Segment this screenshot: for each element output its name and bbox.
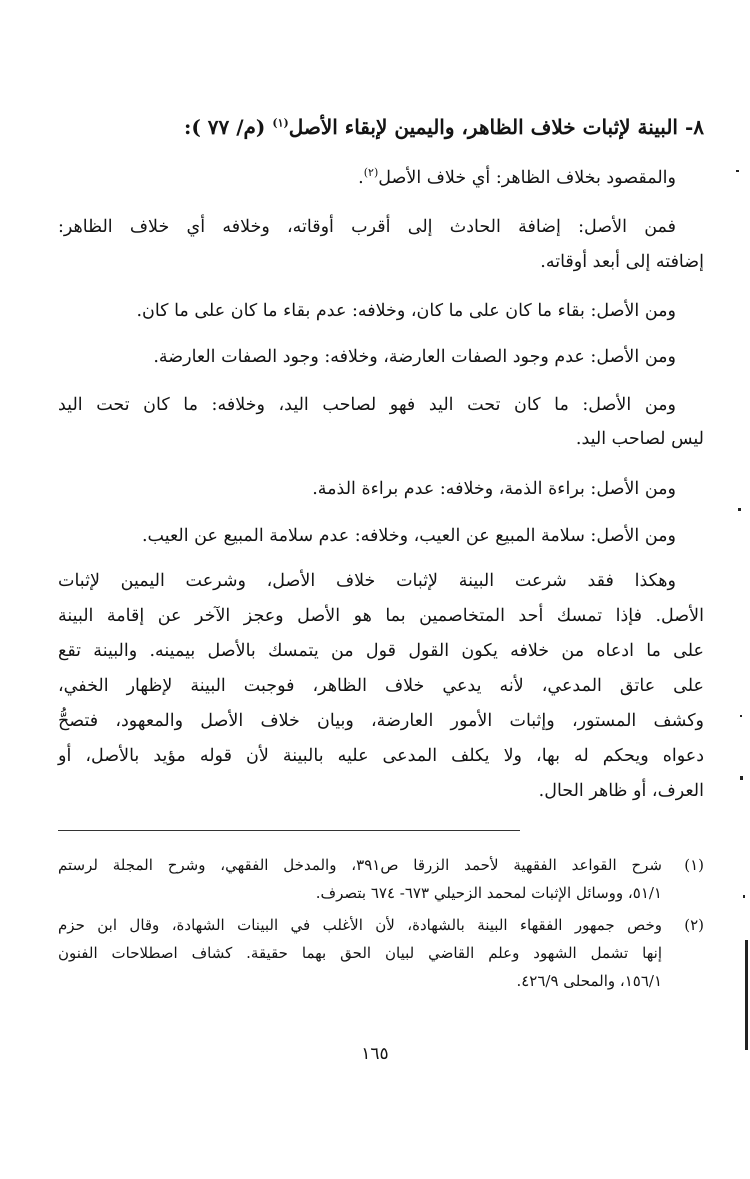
footnote-line: ٥١/١، ووسائل الإثبات لمحمد الزحيلي ٦٧٣- ٦٧٤ بتصرف.	[315, 884, 662, 902]
scan-mark	[736, 170, 739, 172]
footnote-line: ١٥٦/١، والمحلى ٤٢٦/٩.	[516, 972, 662, 990]
scan-mark	[740, 776, 743, 780]
footnote-number: (٢)	[684, 916, 704, 934]
footnote-separator	[58, 830, 520, 831]
paragraph-line: والمقصود بخلاف الظاهر: أي خلاف الأصل$^{(٢)}$.	[358, 166, 676, 188]
paragraph-line: الأصل. فإذا تمسك أحد المتخاصمين بما هو الأصل وعجز الآخر عن إقامة البينة	[58, 606, 704, 626]
paragraph-line: ومن الأصل: سلامة المبيع عن العيب، وخلافه: عدم سلامة المبيع عن العيب.	[141, 526, 676, 546]
book-page	[58, 0, 704, 1179]
footnote-line: شرح القواعد الفقهية لأحمد الزرقا ص٣٩١، والمدخل الفقهي، وشرح المجلة لرستم	[58, 856, 662, 874]
paragraph-line: ومن الأصل: بقاء ما كان على ما كان، وخلافه: عدم بقاء ما كان على ما كان.	[136, 301, 676, 321]
footnote-number: (١)	[684, 856, 704, 874]
scan-mark	[740, 715, 742, 717]
footnote-2	[58, 911, 704, 995]
paragraph-line: ليس لصاحب اليد.	[575, 429, 704, 449]
heading-tail: (م/ ٧٧ ):	[183, 115, 266, 139]
footnote-ref-1: (١)	[272, 116, 289, 130]
footnote-1	[58, 851, 704, 907]
paragraph-line: ومن الأصل: عدم وجود الصفات العارضة، وخلافه: وجود الصفات العارضة.	[153, 347, 676, 367]
scan-edge-line	[745, 940, 748, 1050]
paragraph-line: ومن الأصل: ما كان تحت اليد فهو لصاحب اليد، وخلافه: ما كان تحت اليد	[58, 395, 676, 415]
page-number: ١٦٥	[361, 1044, 389, 1064]
footnote-ref-2: (٢)	[363, 166, 379, 180]
paragraph-line: ومن الأصل: براءة الذمة، وخلافه: عدم براءة الذمة.	[312, 479, 676, 499]
footnote-line: إنها تشمل الشهود وعلم القاضي لبيان الحق بهما حقيقة. كشاف اصطلاحات الفنون	[58, 944, 662, 962]
scan-mark	[743, 895, 745, 898]
paragraph-line: على ما ادعاه من خلافه يكون القول قول من يتمسك بالأصل بيمينه. والبينة تقع	[58, 641, 704, 661]
heading-text: ٨- البينة لإثبات خلاف الظاهر، واليمين لإبقاء الأصل	[288, 115, 704, 139]
paragraph-line: وكشف المستور، وإثبات الأمور العارضة، وبيان خلاف الأصل والمعهود، فتصحُّ	[58, 711, 704, 731]
paragraph-line: فمن الأصل: إضافة الحادث إلى أقرب أوقاته، وخلافه أي خلاف الظاهر:	[58, 217, 676, 237]
paragraph-line: على عاتق المدعي، لأنه يدعي خلاف الظاهر، فوجبت البينة لإظهار الخفي،	[58, 676, 704, 696]
paragraph-line: وهكذا فقد شرعت البينة لإثبات خلاف الأصل، وشرعت اليمين لإثبات	[58, 571, 676, 591]
scan-mark	[738, 508, 741, 511]
footnote-line: وخص جمهور الفقهاء البينة بالشهادة، لأن الأغلب في البينات الشهادة، وقال ابن حزم	[58, 916, 662, 934]
paragraph-line: إضافته إلى أبعد أوقاته.	[540, 252, 704, 272]
paragraph-line: دعواه ويحكم له بها، ولا يكلف المدعى عليه بالبينة لأن قوله مؤيد بالأصل، أو	[58, 746, 704, 766]
paragraph-line: العرف، أو ظاهر الحال.	[538, 781, 704, 801]
section-heading	[58, 112, 704, 142]
